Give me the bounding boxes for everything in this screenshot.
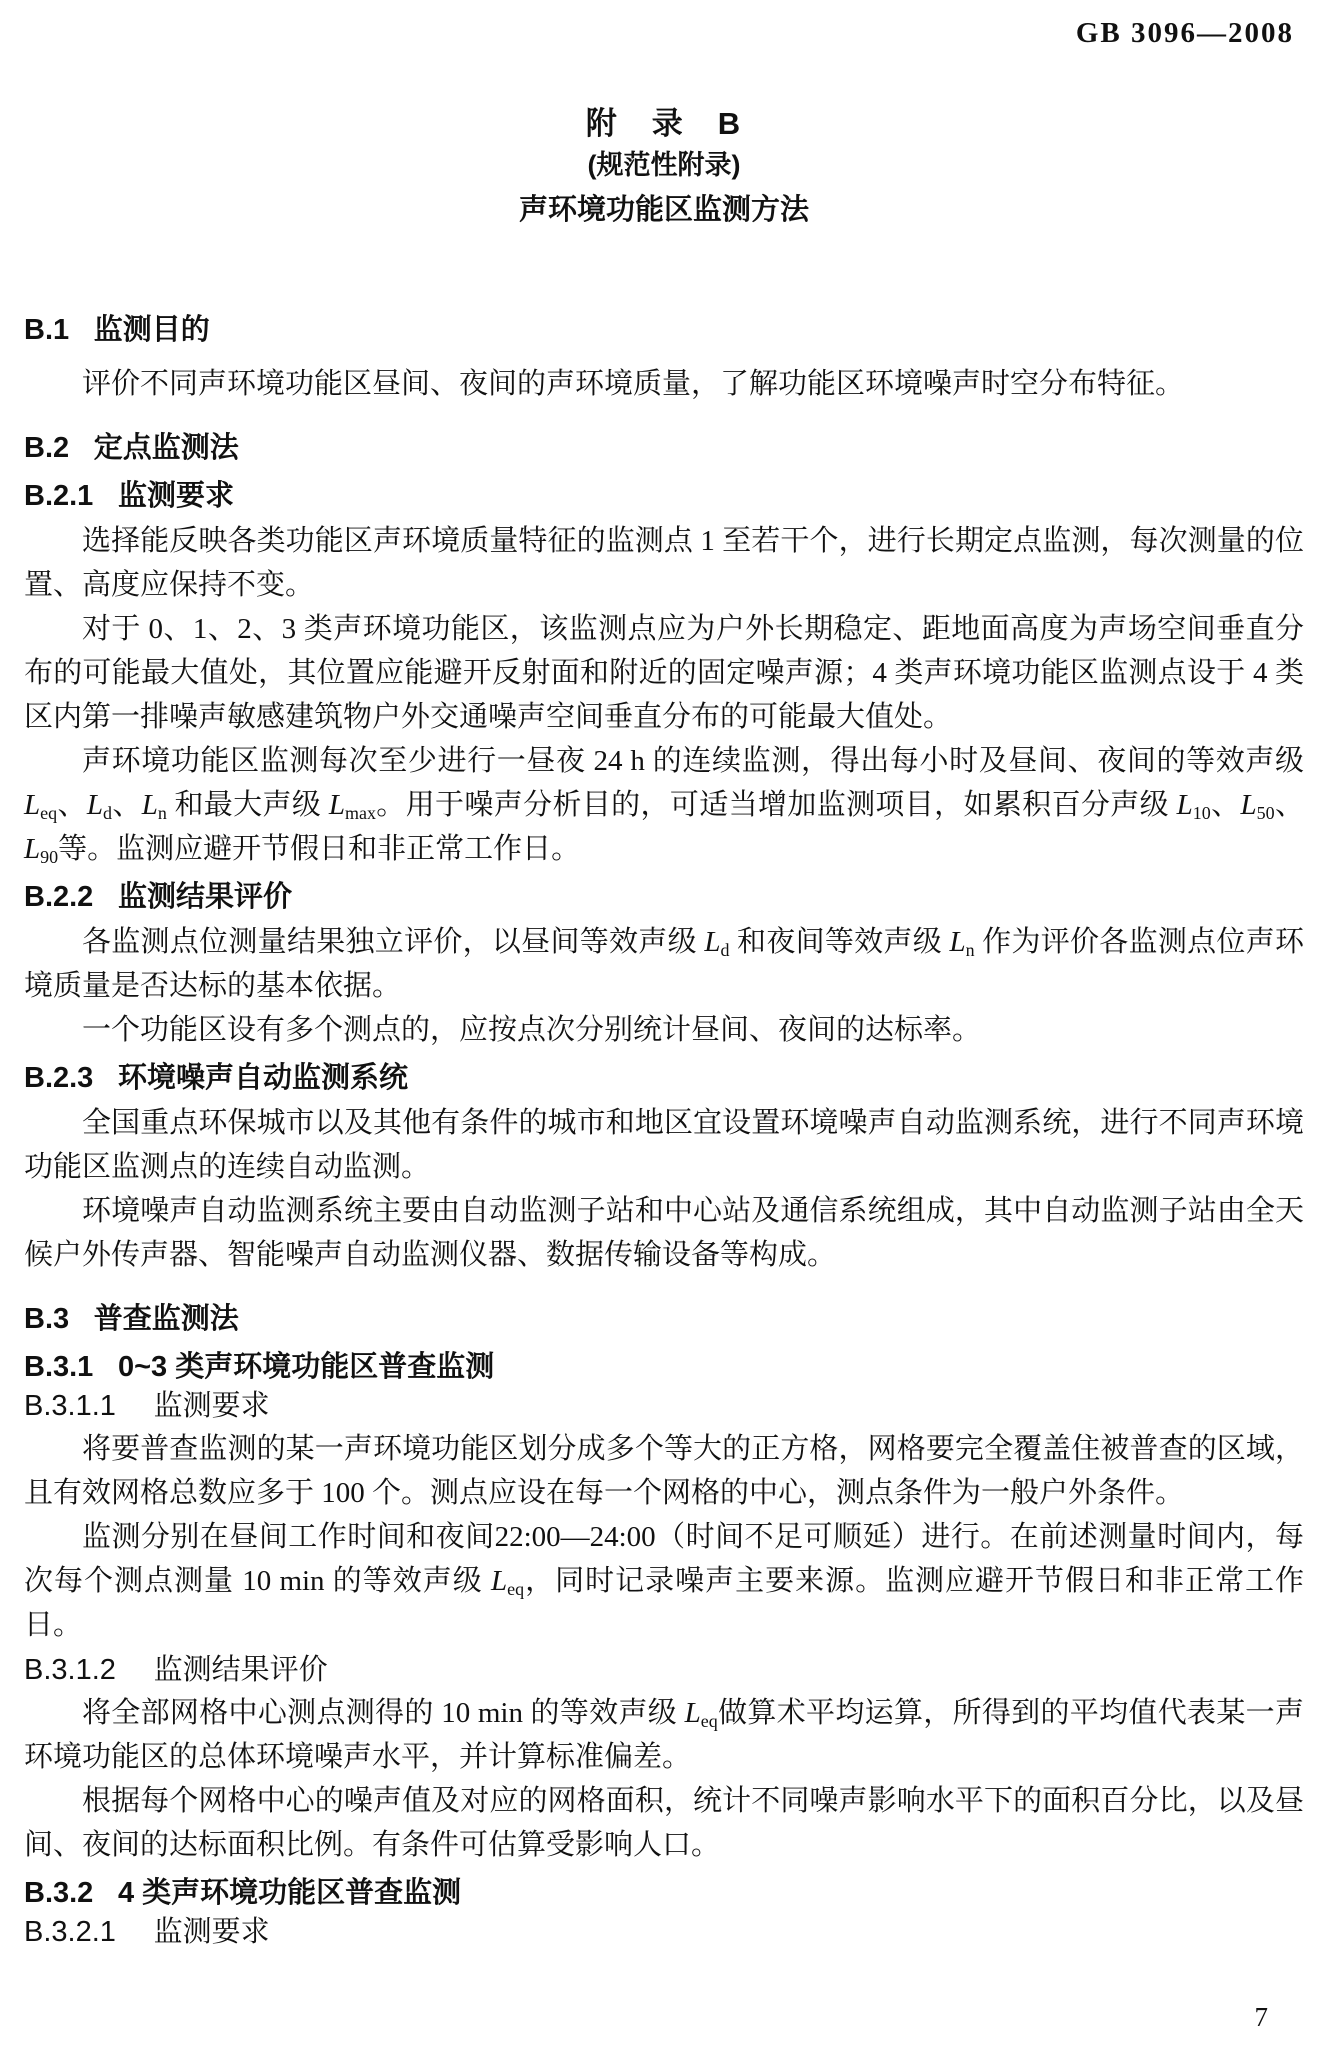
paragraph: 声环境功能区监测每次至少进行一昼夜 24 h 的连续监测，得出每小时及昼间、夜间的等效声级 $L_{eq}$、$L_d$、$L_n$ 和最大声级 $L_{max}$。用于噪声分析目的，可适当增加监测项目，如累积百分声级 $L_{10}$、$L_{50}$、$L_{90}$等。监测应避开节假日和非正常工作日。 xyxy=(24,745,1304,868)
noise-level-symbol: $L_d$ xyxy=(86,789,112,824)
paragraph: 环境噪声自动监测系统主要由自动监测子站和中心站及通信系统组成，其中自动监测子站由全天候户外传声器、智能噪声自动监测仪器、数据传输设备等构成。 xyxy=(24,1195,1304,1271)
heading-B.3.2 xyxy=(24,1877,1304,1909)
appendix-title-block xyxy=(24,106,1304,228)
paragraph: 评价不同声环境功能区昼间、夜间的声环境质量，了解功能区环境噪声时空分布特征。 xyxy=(82,368,1185,400)
noise-level-symbol: $L_n$ xyxy=(141,789,167,824)
paragraph: 根据每个网格中心的噪声值及对应的网格面积，统计不同噪声影响水平下的面积百分比，以及昼间、夜间的达标面积比例。有条件可估算受影响人口。 xyxy=(24,1785,1304,1861)
noise-level-symbol: $L_{eq}$ xyxy=(491,1565,525,1600)
noise-level-symbol: $L_{90}$ xyxy=(24,833,59,868)
heading-B.3.1.2 xyxy=(24,1654,1304,1686)
paragraph: 对于 0、1、2、3 类声环境功能区，该监测点应为户外长期稳定、距地面高度为声场空间垂直分布的可能最大值处，其位置应能避开反射面和附近的固定噪声源；4 类声环境功能区监测点设于 4 类区内第一排噪声敏感建筑物户外交通噪声空间垂直分布的可能最大值处。 xyxy=(24,613,1304,733)
heading-number: B.3.2 xyxy=(24,1877,94,1909)
appendix-title: 附 录 B xyxy=(585,106,743,141)
heading-title: 环境噪声自动监测系统 xyxy=(117,1062,408,1094)
appendix-subtitle: (规范性附录) xyxy=(587,150,741,180)
heading-number: B.3.1 xyxy=(24,1351,94,1383)
heading-number: B.3.1.2 xyxy=(24,1654,116,1686)
noise-level-symbol: $L_{max}$ xyxy=(328,789,376,824)
paragraph: 全国重点环保城市以及其他有条件的城市和地区宜设置环境噪声自动监测系统，进行不同声环境功能区监测点的连续自动监测。 xyxy=(24,1107,1304,1183)
standard-number-header: GB 3096—2008 xyxy=(1075,17,1294,49)
heading-B.2 xyxy=(24,432,1304,464)
heading-title: 4 类声环境功能区普查监测 xyxy=(117,1877,462,1909)
heading-B.2.1 xyxy=(24,480,1304,512)
heading-number: B.2.2 xyxy=(24,881,94,913)
paragraph: 将全部网格中心测点测得的 10 min 的等效声级 $L_{eq}$做算术平均运算，所得到的平均值代表某一声环境功能区的总体环境噪声水平，并计算标准偏差。 xyxy=(24,1697,1304,1773)
heading-title: 监测要求 xyxy=(153,1916,270,1948)
paragraph: 各监测点位测量结果独立评价，以昼间等效声级 $L_d$ 和夜间等效声级 $L_n$ 作为评价各监测点位声环境质量是否达标的基本依据。 xyxy=(24,926,1304,1002)
heading-B.1 xyxy=(24,314,1304,346)
heading-B.3.1 xyxy=(24,1351,1304,1383)
document-body xyxy=(24,314,1304,1948)
paragraph: 一个功能区设有多个测点的，应按点次分别统计昼间、夜间的达标率。 xyxy=(82,1014,982,1046)
heading-B.2.3 xyxy=(24,1062,1304,1094)
heading-B.3 xyxy=(24,1303,1304,1335)
noise-level-symbol: $L_{eq}$ xyxy=(684,1697,718,1732)
noise-level-symbol: $L_{50}$ xyxy=(1240,789,1275,824)
heading-title: 监测结果评价 xyxy=(117,881,292,913)
heading-title: 监测结果评价 xyxy=(153,1654,328,1686)
heading-number: B.1 xyxy=(24,314,70,346)
heading-number: B.3 xyxy=(24,1303,70,1335)
heading-number: B.3.1.1 xyxy=(24,1390,116,1422)
heading-B.2.2 xyxy=(24,881,1304,913)
page-number: 7 xyxy=(1254,2002,1268,2032)
heading-title: 监测要求 xyxy=(117,480,234,512)
noise-level-symbol: $L_n$ xyxy=(949,926,975,961)
noise-level-symbol: $L_{10}$ xyxy=(1176,789,1211,824)
paragraph: 选择能反映各类功能区声环境质量特征的监测点 1 至若干个，进行长期定点监测，每次测量的位置、高度应保持不变。 xyxy=(24,525,1304,601)
appendix-heading: 声环境功能区监测方法 xyxy=(518,194,809,226)
heading-number: B.2.1 xyxy=(24,480,94,512)
heading-title: 监测要求 xyxy=(153,1390,270,1422)
heading-number: B.2 xyxy=(24,432,70,464)
heading-title: 监测目的 xyxy=(93,314,210,346)
heading-B.3.2.1 xyxy=(24,1916,1304,1948)
noise-level-symbol: $L_d$ xyxy=(704,926,730,961)
heading-title: 定点监测法 xyxy=(93,432,239,464)
heading-number: B.2.3 xyxy=(24,1062,94,1094)
heading-title: 普查监测法 xyxy=(93,1303,239,1335)
heading-B.3.1.1 xyxy=(24,1390,1304,1422)
heading-title: 0~3 类声环境功能区普查监测 xyxy=(117,1351,495,1383)
paragraph: 将要普查监测的某一声环境功能区划分成多个等大的正方格，网格要完全覆盖住被普查的区域，且有效网格总数应多于 100 个。测点应设在每一个网格的中心，测点条件为一般户外条件。 xyxy=(24,1433,1304,1509)
noise-level-symbol: $L_{eq}$ xyxy=(24,789,58,824)
heading-number: B.3.2.1 xyxy=(24,1916,116,1948)
paragraph: 监测分别在昼间工作时间和夜间22:00—24:00（时间不足可顺延）进行。在前述测量时间内，每次每个测点测量 10 min 的等效声级 $L_{eq}$，同时记录噪声主要来源。监测应避开节假日和非正常工作日。 xyxy=(24,1521,1304,1641)
